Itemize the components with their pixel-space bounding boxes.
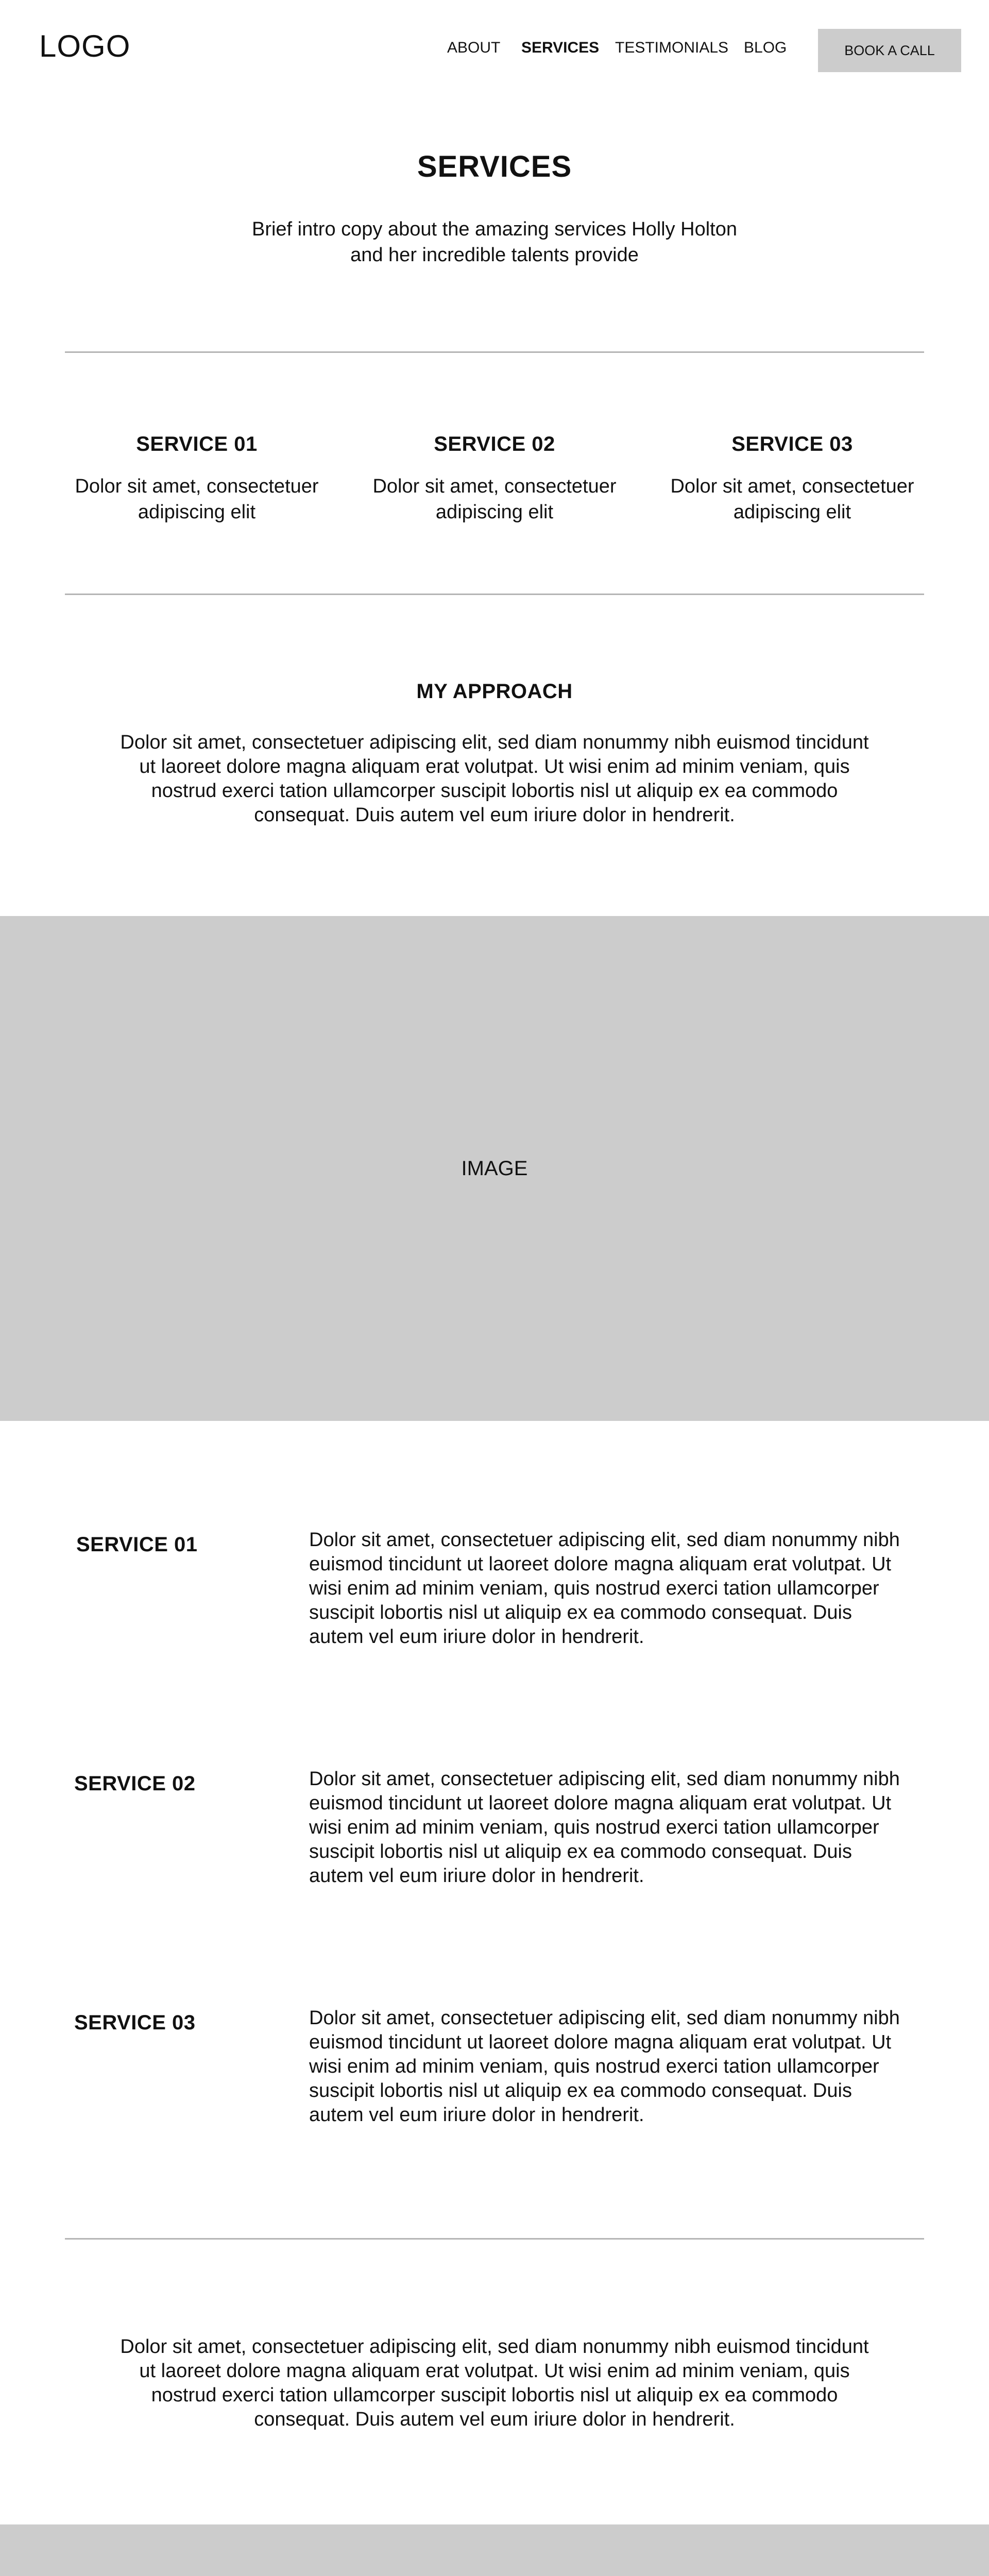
service-column-1 [63, 433, 331, 525]
section-divider [65, 2238, 924, 2240]
service-column-2 [361, 433, 628, 525]
cta-band [0, 2524, 989, 2576]
service-column-title: SERVICE 03 [731, 433, 853, 455]
page-title: SERVICES [417, 150, 572, 183]
header-book-call-button[interactable]: BOOK A CALL [818, 29, 961, 72]
section-divider [65, 594, 924, 595]
nav-item-blog[interactable]: BLOG [744, 39, 787, 56]
section-divider [65, 351, 924, 353]
hero-intro-text: Brief intro copy about the amazing services Holly Holton and her incredible talents provide [251, 218, 737, 266]
service-row-text-3: Dolor sit amet, consectetuer adipiscing elit, sed diam nonummy nibh euismod tincidunt ut laoreet dolore magna aliquam erat volutpat. Ut wisi enim ad minim veniam, quis nostrud exerci tation ullamcorper suscipit lobortis nisl ut aliquip ex ea commodo consequat. Duis autem vel eum iriure dolor in hendrerit. [309, 2007, 900, 2126]
service-row-title-3: SERVICE 03 [74, 2011, 196, 2034]
approach-title: MY APPROACH [416, 680, 573, 703]
service-column-text: Dolor sit amet, consectetuer adipiscing elit [75, 476, 319, 523]
closing-text: Dolor sit amet, consectetuer adipiscing elit, sed diam nonummy nibh euismod tincidunt ut laoreet dolore magna aliquam erat volutpat. Ut wisi enim ad minim veniam, quis nostrud exerci tation ullamcorper suscipit lobortis nisl ut aliquip ex ea commodo consequat. Duis autem vel eum iriure dolor in hendrerit. [120, 2336, 869, 2430]
approach-text: Dolor sit amet, consectetuer adipiscing elit, sed diam nonummy nibh euismod tincidunt ut laoreet dolore magna aliquam erat volutpat. Ut wisi enim ad minim veniam, quis nostrud exerci tation ullamcorper suscipit lobortis nisl ut aliquip ex ea commodo consequat. Duis autem vel eum iriure dolor in hendrerit. [120, 732, 869, 826]
service-row-title-2: SERVICE 02 [74, 1772, 196, 1795]
nav-item-services[interactable]: SERVICES [521, 39, 600, 56]
site-header [0, 0, 989, 98]
service-column-title: SERVICE 02 [434, 433, 555, 455]
service-column-title: SERVICE 01 [136, 433, 258, 455]
service-column-3 [658, 433, 926, 525]
service-column-text: Dolor sit amet, consectetuer adipiscing elit [372, 476, 617, 523]
header-logo[interactable]: LOGO [39, 29, 131, 63]
service-row-text-1: Dolor sit amet, consectetuer adipiscing elit, sed diam nonummy nibh euismod tincidunt ut laoreet dolore magna aliquam erat volutpat. Ut wisi enim ad minim veniam, quis nostrud exerci tation ullamcorper suscipit lobortis nisl ut aliquip ex ea commodo consequat. Duis autem vel eum iriure dolor in hendrerit. [309, 1529, 900, 1648]
service-row-text-2: Dolor sit amet, consectetuer adipiscing elit, sed diam nonummy nibh euismod tincidunt ut laoreet dolore magna aliquam erat volutpat. Ut wisi enim ad minim veniam, quis nostrud exerci tation ullamcorper suscipit lobortis nisl ut aliquip ex ea commodo consequat. Duis autem vel eum iriure dolor in hendrerit. [309, 1768, 900, 1887]
nav-item-testimonials[interactable]: TESTIMONIALS [615, 39, 729, 56]
service-column-text: Dolor sit amet, consectetuer adipiscing elit [670, 476, 914, 523]
image-placeholder-label: IMAGE [461, 1157, 528, 1180]
image-placeholder [0, 916, 989, 1421]
service-row-title-1: SERVICE 01 [76, 1533, 198, 1556]
nav-item-about[interactable]: ABOUT [447, 39, 501, 56]
